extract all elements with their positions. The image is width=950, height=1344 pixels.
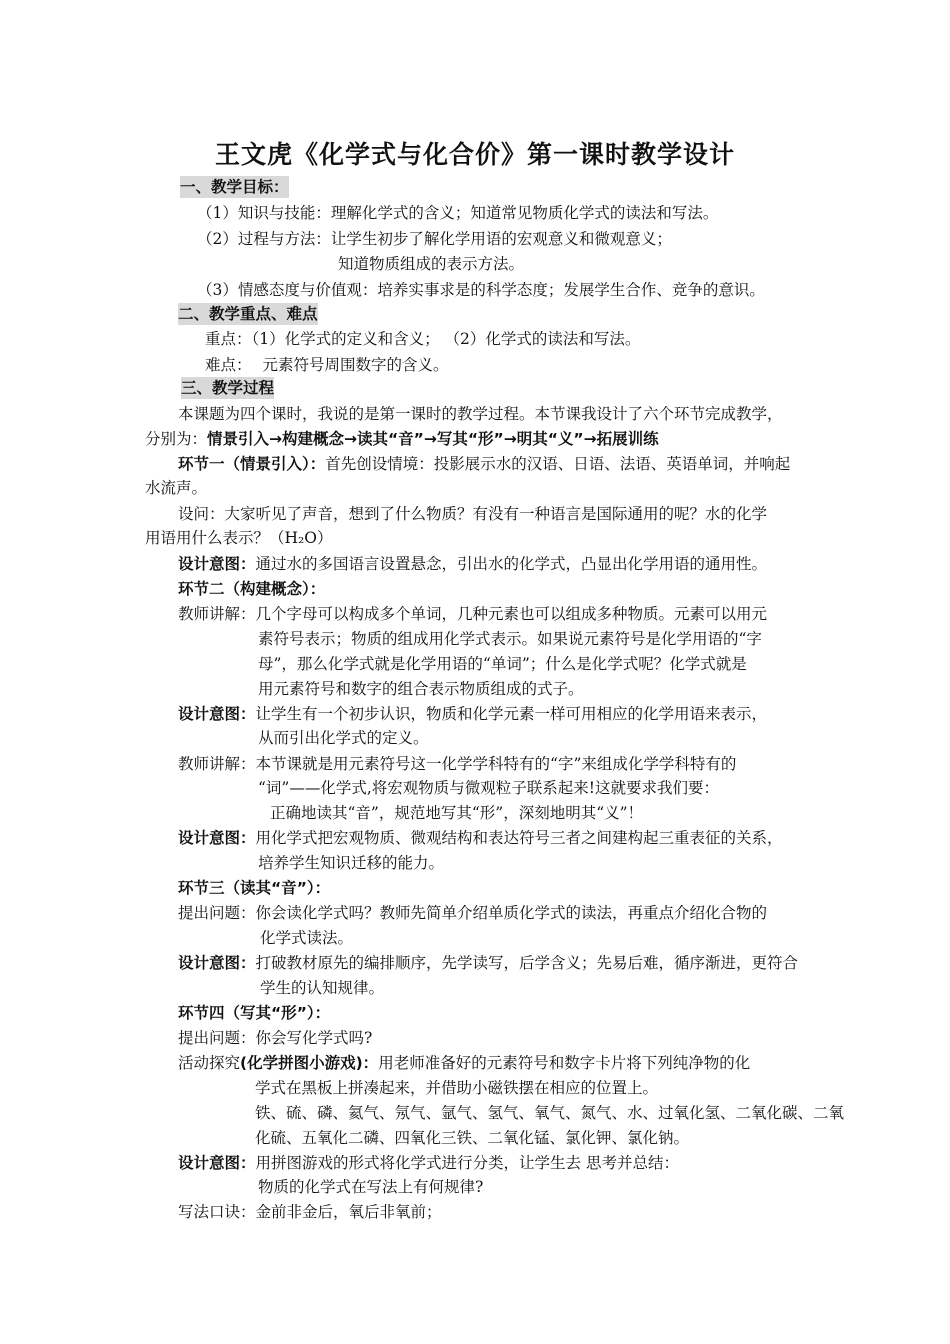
question-line: 用语用什么表示？（H₂O） bbox=[145, 529, 333, 547]
teacher-explain-line bbox=[178, 753, 736, 775]
substance-list: 化硫、五氧化二磷、四氧化三铁、二氧化锰、氯化钾、氯化钠。 bbox=[255, 1129, 690, 1147]
objective-line: （3）情感态度与价值观：培养实事求是的科学态度；发展学生合作、竞争的意识。 bbox=[197, 281, 765, 299]
intent-label: 设计意图： bbox=[178, 829, 256, 847]
section-heading-objectives: 一、教学目标： bbox=[180, 178, 289, 196]
difficulty-label: 难点： bbox=[205, 356, 252, 374]
intro-lead: 分别为： bbox=[145, 430, 208, 448]
key-point-line bbox=[205, 328, 640, 350]
explain-label: 教师讲解： bbox=[178, 755, 256, 773]
intent-label: 设计意图： bbox=[178, 555, 256, 573]
explain-text: 素符号表示；物质的组成用化学式表示。如果说元素符号是化学用语的“字 bbox=[258, 630, 762, 648]
intent-label: 设计意图： bbox=[178, 954, 256, 972]
segment-label: 环节三（读其“音”）： bbox=[178, 879, 331, 897]
activity-line bbox=[178, 1052, 750, 1074]
intro-line bbox=[145, 428, 659, 450]
activity-label: 活动探究 bbox=[178, 1054, 241, 1072]
process-flow: 情景引入→构建概念→读其“音”→写其“形”→明其“义”→拓展训练 bbox=[207, 430, 659, 448]
question-line bbox=[178, 1027, 372, 1049]
design-intent-line bbox=[178, 553, 767, 575]
rule-label: 写法口诀： bbox=[178, 1203, 256, 1221]
design-intent-line bbox=[178, 703, 767, 725]
intent-text: 物质的化学式在写法上有何规律? bbox=[258, 1178, 484, 1196]
intent-text: 让学生有一个初步认识，物质和化学元素一样可用相应的化学用语来表示， bbox=[255, 705, 768, 723]
design-intent-line bbox=[178, 1152, 679, 1174]
section-heading-process: 三、教学过程 bbox=[181, 379, 275, 397]
explain-text: 用元素符号和数字的组合表示物质组成的式子。 bbox=[258, 680, 584, 698]
objective-line: （1）知识与技能：理解化学式的含义；知道常见物质化学式的读法和写法。 bbox=[197, 204, 719, 222]
explain-text: 本节课就是用元素符号这一化学学科特有的“字”来组成化学学科特有的 bbox=[255, 755, 737, 773]
segment-text: 首先创设情境：投影展示水的汉语、日语、法语、英语单词，并响起 bbox=[325, 455, 791, 473]
explain-label: 教师讲解： bbox=[178, 605, 256, 623]
explain-text: 几个字母可以构成多个单词，几种元素也可以组成多种物质。元素可以用元 bbox=[255, 605, 768, 623]
intent-text: 用化学式把宏观物质、微观结构和表达符号三者之间建构起三重表征的关系， bbox=[255, 829, 783, 847]
explain-text: 正确地读其“音”，规范地写其“形”，深刻地明其“义”！ bbox=[270, 804, 644, 822]
objective-line: （2）过程与方法：让学生初步了解化学用语的宏观意义和微观意义； bbox=[197, 230, 672, 248]
section-heading-keypoints: 二、教学重点、难点 bbox=[178, 305, 318, 323]
question-text: 化学式读法。 bbox=[260, 929, 354, 947]
document-title: 王文虎《化学式与化合价》第一课时教学设计 bbox=[214, 140, 735, 169]
question-label: 提出问题： bbox=[178, 1029, 256, 1047]
key-text: （1）化学式的定义和含义； （2）化学式的读法和写法。 bbox=[251, 330, 641, 348]
question-line: 设问：大家听见了声音，想到了什么物质？有没有一种语言是国际通用的呢？水的化学 bbox=[178, 505, 768, 523]
intent-text: 打破教材原先的编排顺序，先学读写，后学含义；先易后难，循序渐进，更符合 bbox=[255, 954, 799, 972]
activity-game-label: (化学拼图小游戏)： bbox=[240, 1054, 379, 1072]
intent-label: 设计意图： bbox=[178, 705, 256, 723]
intro-line: 本课题为四个课时，我说的是第一课时的教学过程。本节课我设计了六个环节完成教学， bbox=[178, 405, 783, 423]
segment-text: 水流声。 bbox=[145, 479, 208, 497]
objective-line: 知道物质组成的表示方法。 bbox=[338, 255, 525, 273]
design-intent-line bbox=[178, 827, 783, 849]
activity-text: 学式在黑板上拼凑起来，并借助小磁铁摆在相应的位置上。 bbox=[255, 1079, 659, 1097]
explain-text: “词”——化学式,将宏观物质与微观粒子联系起来!这就要求我们要： bbox=[258, 779, 720, 797]
intent-label: 设计意图： bbox=[178, 1154, 256, 1172]
intent-text: 通过水的多国语言设置悬念，引出水的化学式，凸显出化学用语的通用性。 bbox=[255, 555, 768, 573]
explain-text: 母”，那么化学式就是化学用语的“单词”；什么是化学式呢？化学式就是 bbox=[258, 655, 747, 673]
substance-list: 铁、硫、磷、氦气、氖气、氩气、氢气、氧气、氮气、水、过氧化氢、二氧化碳、二氧 bbox=[255, 1104, 845, 1122]
segment-one-line bbox=[178, 453, 790, 475]
intent-text: 学生的认知规律。 bbox=[260, 979, 385, 997]
rule-text: 金前非金后，氧后非氧前； bbox=[255, 1203, 442, 1221]
segment-label: 环节二（构建概念）： bbox=[178, 580, 326, 598]
design-intent-line bbox=[178, 952, 798, 974]
intent-text: 培养学生知识迁移的能力。 bbox=[258, 854, 445, 872]
difficulty-line bbox=[205, 354, 448, 376]
question-label: 提出问题： bbox=[178, 904, 256, 922]
activity-text: 用老师准备好的元素符号和数字卡片将下列纯净物的化 bbox=[378, 1054, 751, 1072]
writing-rule-line bbox=[178, 1201, 442, 1223]
intent-text: 从而引出化学式的定义。 bbox=[258, 729, 429, 747]
segment-label: 环节四（写其“形”）： bbox=[178, 1004, 331, 1022]
question-text: 你会写化学式吗? bbox=[255, 1029, 373, 1047]
difficulty-text: 元素符号周围数字的含义。 bbox=[262, 356, 449, 374]
intent-text: 用拼图游戏的形式将化学式进行分类，让学生去 思考并总结： bbox=[255, 1154, 679, 1172]
key-label: 重点： bbox=[205, 330, 252, 348]
question-text: 你会读化学式吗？教师先简单介绍单质化学式的读法，再重点介绍化合物的 bbox=[255, 904, 768, 922]
segment-label: 环节一（情景引入）： bbox=[178, 455, 326, 473]
question-line bbox=[178, 902, 767, 924]
teacher-explain-line bbox=[178, 603, 767, 625]
